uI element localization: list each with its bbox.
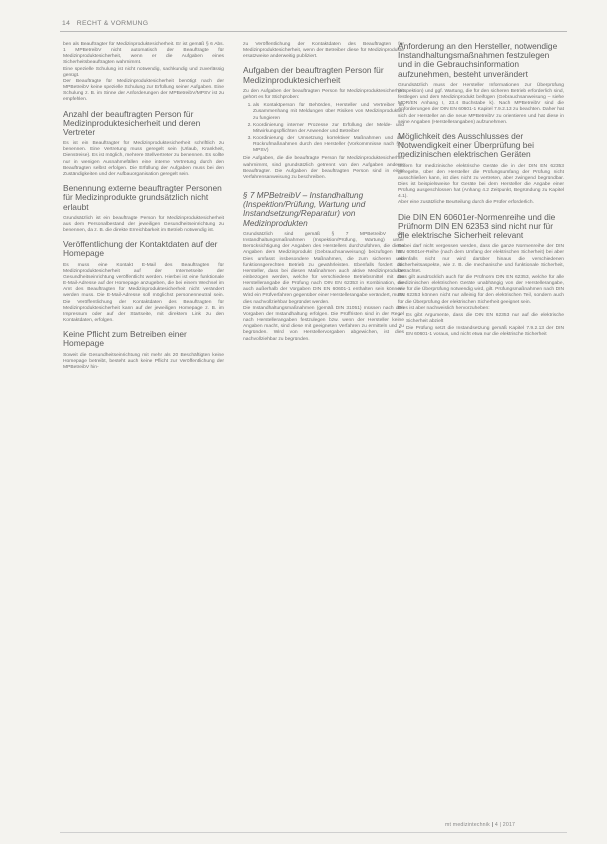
- paragraph: Die Instandhaltungsmaßnahmen (gemäß DIN 31051) müssen nach den Vorgaben der Instandhaltung erfolgen. Die Prüffristen sind in der Regel nach Herstellerangaben festzulegen bzw. wenn der Hersteller keine Angaben macht, sind diese mit geeigneten Verfahren zu ermitteln und zu begründen. Wird von Herstellervorgaben abgewichen, ist dies nachvollziehbar zu begründen.: [243, 305, 404, 342]
- section-heading: Anforderung an den Hersteller, notwendige Instandhaltungsmaßnahmen festzulegen und in die Gebrauchsinformation aufzunehmen, besteht unverändert: [398, 41, 558, 79]
- paragraph: zu Veröffentlichung der Kontaktdaten des Beauftragten für Medizinproduktesicherheit, wenn der Betreiber diese für Medizinprodukte ersatzweise anderweitig publiziert.: [243, 42, 404, 60]
- list-item: 2. Koordinierung interner Prozesse zur Erfüllung der Melde- und Mitwirkungspflichten der Anwender und Betreiber: [253, 123, 404, 135]
- paragraph: Es muss eine Kontakt E-Mail des Beauftragten für Medizinproduktesicherheit auf der Internetseite der Gesundheitseinrichtung veröffentlicht werden. Hierbei ist eine funktionale E-Mail-Adresse auf der Homepage anzugeben, die bei einem Wechsel im Amt des Beauftragten für Medizinproduktesicherheit nicht verändert werden muss. Die E-Mail-Adresse soll möglichst personenneutral sein. Die Veröffentlichung der Kontaktdaten des Beauftragten für Medizinproduktesicherheit kann auf der jeweiligen Homepage z. B. im Impressum oder auf der Startseite, mit direktem Link zu den Kontaktdaten, erfolgen.: [63, 262, 224, 323]
- paragraph: Grundsätzlich ist ein beauftragte Person für Medizinproduktesicherheit aus dem Personalbestand der jeweiligen Gesundheitseinrichtung zu benennen, da z. B. die direkte Erreichbarkeit im Betrieb notwendig ist.: [63, 215, 224, 234]
- paragraph: Das gilt ausdrücklich auch für die Prüfnorm DIN EN 62353, welche für alle medizinischen elektrischen Geräte unabhängig von der Herstellerangabe, wie für die Überprüfung notwendig wird, gilt. Prüfungsmaßnahmen nach DIN EN 62353 können nicht nur alleinig für den elektrischen Teil, sondern auch für die Überprüfung der elektrischen Sicherheit geeignet sein.: [398, 275, 564, 305]
- paragraph: Sofern für medizinische elektrische Geräte die in der DIN EN 62353 geregelte, über den Hersteller die Prüfungsumfang der Prüfung nicht ausschließen kann, ist dies nicht zu vertreten, aber zwingend begründbar. Dies ist beispielsweise für Geräte bei dem Hersteller die Angabe einer Prüfung ausgeschlossen hat (Anhang 4.2 Zeitpunkt, Begründung zu Kapitel 4.1).: [398, 163, 564, 200]
- section-heading: Anzahl der beauftragten Person für Medizinproduktesicherheit und deren Vertreter: [63, 108, 201, 137]
- header-rule: [60, 31, 567, 32]
- paragraph: Die Aufgaben, die die beauftragte Person für Medizinproduktesicherheit wahrnimmt, sind grundsätzlich getrennt von den Aufgaben anderer Beauftragter. Die Aufgaben der beauftragten Person sind in einer Verfahrensanweisung zu beschreiben.: [243, 156, 404, 180]
- paragraph-heading: § 7 MPBetreibV – Instandhaltung (Inspektion/Prüfung, Wartung und Instandsetzung/Reparatur) von Medizinprodukten: [243, 191, 366, 228]
- column-2: [243, 42, 404, 343]
- paragraph: Dies ist aber nachweislich hervorzuheben:: [398, 305, 490, 311]
- paragraph: Dabei darf nicht vergessen werden, dass die ganze Normenreihe der DIN EN 60601er-Reihe (nach dem Umfang der elektrischen Sicherheit) bei aber ebenfalls nicht nur wird darüber hinaus die verschiedenen Sicherheitsaspekte, wie z. B. die mechanische und funktionale Sicherheit, betrachtet.: [398, 244, 564, 274]
- bullet-list: [398, 313, 564, 339]
- footer-rule: [60, 832, 567, 833]
- section-heading: Die DIN EN 60601er-Normenreihe und die Prüfnorm DIN EN 62353 sind nicht nur für die elektrische Sicherheit relevant: [398, 211, 556, 241]
- page-number: 14: [62, 20, 71, 27]
- paragraph: Zu den Aufgaben der beauftragten Person für Medizinproduktesicherheit gehört es für Stichproben:: [243, 88, 404, 101]
- issue-number: 4 | 2017: [494, 822, 516, 828]
- column-1: [63, 42, 224, 371]
- section-heading: Möglichkeit des Ausschlusses der Notwendigkeit einer Überprüfung bei medizinischen elektrischen Geräten: [398, 130, 534, 160]
- paragraph: Soweit die Gesundheitseinrichtung mit mehr als 20 Beschäftigten keine Homepage betreibt, besteht auch keine Pflicht zur Veröffentlichung der MPBetreibV hin-: [63, 352, 224, 370]
- paragraph: Grundsätzlich muss der Hersteller Informationen zur Überprüfung (Inspektion) und ggf. Wartung, die für den sicheren Betrieb erforderlich sind, festlegen und dem Medizinprodukt beifügen (Gebrauchsanweisung – siehe MDR/EN Anhang I, 23.4 Buchstabe k). Nach MPBetreibV sind die Anforderungen der DIN EN 60601-1 Kapitel 7.9.2.13 zu beachten. Daher hat sich der Hersteller an die neue MPBetreibV zu orientieren und hat diese in seine Angaben (Herstellerangaben) aufzunehmen.: [398, 82, 564, 125]
- section-heading: Keine Pflicht zum Betreiben einer Homepage: [63, 329, 187, 349]
- task-list: [243, 103, 404, 154]
- bullet-item: • Die Prüfung setzt die Instandsetzung gemäß Kapitel 7.9.2.13 der DIN EN 60601-1 voraus, und nicht etwa nur die elektrische Sicherheit: [406, 326, 564, 338]
- list-item: 3. Koordinierung der Umsetzung korrektiver Maßnahmen und der Rückrufmaßnahmen durch den Hersteller (Vorkommnisse nach § 6 MPSV): [253, 136, 404, 154]
- journal-name: mt medizintechnik: [445, 822, 490, 828]
- paragraph: Es ist ein Beauftragter für Medizinproduktesicherheit schriftlich zu benennen. Eine Vertretung muss geregelt sein (Urlaub, Krankheit, Dienstreise). Es ist möglich, mehrere Stellvertreter zu benennen. Es sollte nur in wenigen Ausnahmefällen eine interne Vertretung durch den Beauftragten selbst erfolgen. Die Erfüllung der Aufgaben muss bei den Zuständigkeiten und der Aufbauorganisation geregelt sein.: [63, 141, 224, 177]
- bullet-item: • Es gibt Argumente, dass die DIN EN 62353 nur auf die elektrische Sicherheit abzielt: [406, 313, 564, 325]
- paragraph: Aber eine zusätzliche Beurteilung durch die Prüfer erforderlich.: [398, 200, 534, 206]
- paragraph: Eine spezielle Schulung ist nicht notwendig, sachkundig und zuverlässig genügt.: [63, 66, 224, 78]
- paragraph: ben als Beauftragter für Medizinproduktesicherheit. Er ist gemäß § 6 Abs. 1 MPBetreibV nicht automatisch der Beauftragte für Medizinproduktesicherheit, wenn er die Aufgaben eines Sicherheitsbeauftragten wahrnimmt.: [63, 42, 224, 66]
- running-header: [62, 20, 148, 27]
- page-footer: mt medizintechnik | 4 | 2017: [445, 822, 516, 828]
- list-item: 1. als Kontaktperson für Behörden, Hersteller und Vertreiber im Zusammenhang mit Meldungen über Risiken von Medizinprodukten zu fungieren: [253, 103, 404, 121]
- section-heading: Aufgaben der beauftragten Person für Medizinproduktesicherheit: [243, 65, 384, 85]
- section-heading: Benennung externe beauftragter Personen für Medizinprodukte grundsätzlich nicht erlaubt: [63, 183, 222, 212]
- column-3: [398, 42, 564, 340]
- section-heading: Veröffentlichung der Kontaktdaten auf der Homepage: [63, 239, 218, 259]
- section-title: RECHT & VORMUNG: [76, 20, 149, 27]
- paragraph: Grundsätzlich sind gemäß § 7 MPBetreibV die Instandhaltungsmaßnahmen (Inspektion/Prüfung, Wartung) unter Berücksichtigung der Angaben des Herstellers durchzuführen, die diese Angaben dem Medizinprodukt (Gebrauchsanweisung) beizufügen hat. Dies umfasst insbesondere Maßnahmen, die zum sicheren und funktionsgerechten Betrieb zu gewährleisten. Ebenfalls fordert der Hersteller, dass bei diesen Maßnahmen auch aktive Medizinprodukte einbezogen werden, welche für verschiedene Betriebsmittel mit der Herstellerangabe die Prüfung nach DIN EN 62353 in Kombination, die auch außerhalb der Vorgaben DIN EN 60601-1 enthalten sein können. Wird ein Prüfverfahren gegenüber einer Herstellerangabe verändert, muss dies nachvollziehbar begründet werden.: [243, 231, 404, 305]
- paragraph: Der Beauftragte für Medizinproduktesicherheit benötigt nach der MPBetreibV keine spezielle Schulung zur Erfüllung seiner Aufgaben. Eine Schulung z. B. im Sinne der Anforderungen der MPBetreibV/MPSV ist zu empfehlen.: [63, 78, 224, 103]
